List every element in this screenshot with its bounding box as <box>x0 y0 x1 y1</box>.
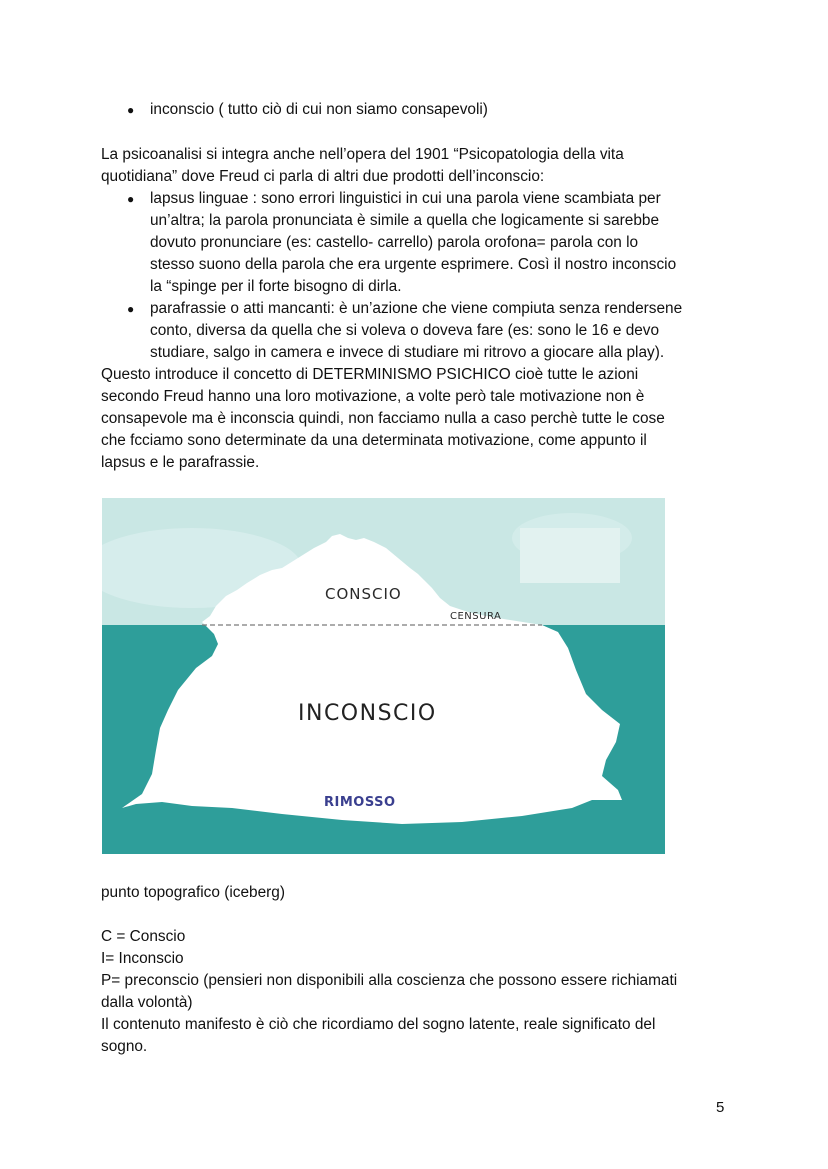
legend-preconscio: P= preconscio (pensieri non disponibili alla coscienza che possono essere richiamati <box>101 972 678 989</box>
conscio-label: CONSCIO <box>325 585 402 603</box>
iceberg-figure <box>102 498 665 854</box>
lapsus-line: stesso suono della parola che era urgente esprimere. Così il nostro inconscio <box>150 256 677 273</box>
bullet-dot: ● <box>127 302 135 316</box>
lapsus-line: dovuto pronunciare (es: castello- carrello) parola orofona= parola con lo <box>150 234 639 251</box>
legend-preconscio: dalla volontà) <box>101 994 193 1011</box>
parafrassie-line: conto, diversa da quella che si voleva o doveva fare (es: sono le 16 e devo <box>150 322 660 339</box>
light-patch <box>520 528 620 583</box>
determinismo-line: secondo Freud hanno una loro motivazione, a volte però tale motivazione non è <box>101 388 645 405</box>
page-number: 5 <box>716 1099 725 1116</box>
manifest-line: Il contenuto manifesto è ciò che ricordiamo del sogno latente, reale significato del <box>101 1016 656 1033</box>
bullet-dot: ● <box>127 103 135 117</box>
intro-line: quotidiana” dove Freud ci parla di altri due prodotti dell’inconscio: <box>101 168 545 185</box>
determinismo-line: consapevole ma è inconscia quindi, non facciamo nulla a caso perchè tutte le cose <box>101 410 665 427</box>
parafrassie-line: studiare, salgo in camera e invece di studiare mi ritrovo a giocare alla play). <box>150 344 665 361</box>
censura-label: CENSURA <box>450 611 502 622</box>
legend-inconscio: I= Inconscio <box>101 950 184 967</box>
intro-line: La psicoanalisi si integra anche nell’opera del 1901 “Psicopatologia della vita <box>101 146 624 163</box>
bullet-dot: ● <box>127 192 135 206</box>
determinismo-line: che fcciamo sono determinate da una determinata motivazione, come appunto il <box>101 432 647 449</box>
figure-caption: punto topografico (iceberg) <box>101 884 285 901</box>
manifest-line: sogno. <box>101 1038 148 1055</box>
lapsus-line: un’altra; la parola pronunciata è simile a quella che logicamente si sarebbe <box>150 212 660 229</box>
determinismo-line: Questo introduce il concetto di DETERMINISMO PSICHICO cioè tutte le azioni <box>101 366 639 383</box>
determinismo-line: lapsus e le parafrassie. <box>101 454 260 471</box>
inconscio-label: INCONSCIO <box>298 701 437 726</box>
legend-conscio: C = Conscio <box>101 928 186 945</box>
rimosso-label: RIMOSSO <box>324 795 396 810</box>
lapsus-line: lapsus linguae : sono errori linguistici in cui una parola viene scambiata per <box>150 190 661 207</box>
parafrassie-line: parafrassie o atti mancanti: è un’azione che viene compiuta senza rendersene <box>150 300 683 317</box>
iceberg-svg <box>102 498 665 854</box>
lapsus-line: la “spinge per il forte bisogno di dirla. <box>150 278 402 295</box>
bullet-inconscio: inconscio ( tutto ciò di cui non siamo consapevoli) <box>150 101 488 118</box>
